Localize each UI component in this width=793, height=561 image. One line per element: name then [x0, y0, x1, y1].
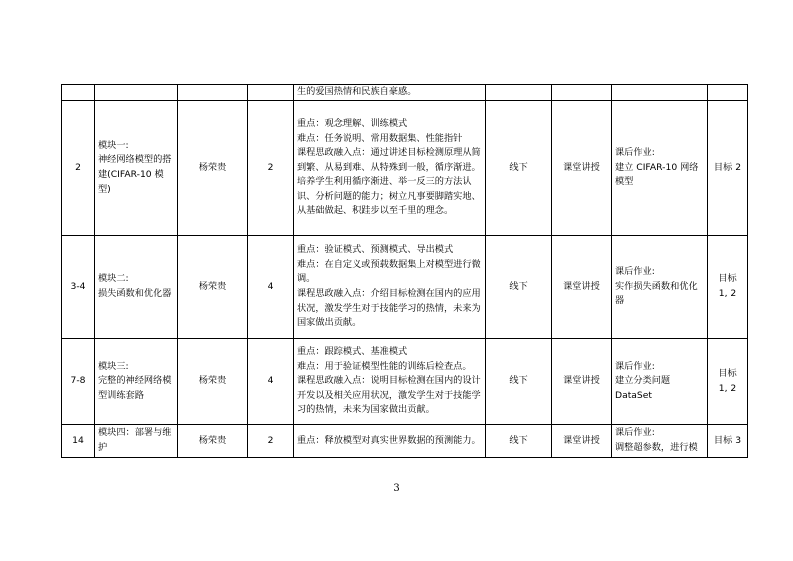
content-key-point: 重点：观念理解、训练模式 — [297, 117, 408, 129]
content-cell — [294, 236, 486, 339]
goal-cell: 目标 3 — [708, 425, 748, 458]
method-cell: 课堂讲授 — [552, 236, 612, 339]
teacher-cell: 杨荣贵 — [178, 101, 248, 236]
content-key-point: 重点：跟踪模式、基准模式 — [297, 346, 408, 358]
task-cell: 课后作业: 建立分类问题 DataSet — [615, 360, 671, 401]
method-cell: 课堂讲授 — [552, 425, 612, 458]
content-ideology: 课程思政融入点：介绍目标检测在国内的应用状况，激发学生对于技能学习的热情，未来为国家做出贡献。 — [297, 288, 481, 329]
week-cell: 7-8 — [62, 339, 95, 425]
content-key-point: 重点：释放模型对真实世界数据的预测能力。 — [297, 434, 481, 446]
syllabus-table — [61, 84, 748, 458]
method-cell: 课堂讲授 — [552, 339, 612, 425]
task-cell: 课后作业: 建立 CIFAR-10 网络模型 — [615, 147, 699, 188]
content-key-point: 重点：验证模式、预测模式、导出模式 — [297, 244, 454, 256]
hours-cell: 4 — [248, 339, 294, 425]
teacher-cell: 杨荣贵 — [178, 236, 248, 339]
week-cell: 14 — [62, 425, 95, 458]
teacher-cell: 杨荣贵 — [178, 425, 248, 458]
mode-cell: 线下 — [486, 339, 552, 425]
content-cell — [294, 425, 486, 458]
week-cell: 3-4 — [62, 236, 95, 339]
continuation-content: 生的爱国热情和民族自豪感。 — [294, 85, 486, 101]
hours-cell: 2 — [248, 101, 294, 236]
goal-cell: 目标 2 — [708, 101, 748, 236]
module-cell: 模块四：部署与维护 — [98, 427, 172, 453]
method-cell: 课堂讲授 — [552, 101, 612, 236]
table-row — [62, 339, 748, 425]
mode-cell: 线下 — [486, 236, 552, 339]
task-cell: 课后作业: 调整超参数，进行模 — [615, 427, 698, 453]
hours-cell: 4 — [248, 236, 294, 339]
task-cell: 课后作业: 实作损失函数和优化器 — [615, 266, 698, 307]
hours-cell: 2 — [248, 425, 294, 458]
mode-cell: 线下 — [486, 101, 552, 236]
content-difficulty: 难点：在自定义或预载数据集上对模型进行微调。 — [297, 258, 481, 285]
mode-cell: 线下 — [486, 425, 552, 458]
table-row — [62, 425, 748, 458]
content-cell — [294, 101, 486, 236]
goal-cell: 目标 1, 2 — [718, 273, 737, 299]
continuation-row — [62, 85, 748, 101]
module-cell: 模块三: 完整的神经网络模型训练套路 — [98, 360, 172, 401]
content-difficulty: 难点：任务说明、常用数据集、性能指针 — [297, 132, 463, 144]
page-number: 3 — [393, 483, 400, 494]
table-row — [62, 101, 748, 236]
module-cell: 模块一: 神经网络模型的搭建(CIFAR-10 模型) — [98, 139, 172, 195]
content-ideology: 课程思政融入点：通过讲述目标检测原理从简到繁、从易到难、从特殊到一般，循序渐进。培养学生利用循序渐进、举一反三的方法认识、分析问题的能力；树立凡事要脚踏实地、从基础做起、积跬步以至千里的理念。 — [297, 147, 481, 217]
content-difficulty: 难点：用于验证模型性能的训练后检查点。 — [297, 360, 472, 372]
content-cell — [294, 339, 486, 425]
week-cell: 2 — [62, 101, 95, 236]
table-row — [62, 236, 748, 339]
teacher-cell: 杨荣贵 — [178, 339, 248, 425]
goal-cell: 目标 1, 2 — [718, 367, 737, 394]
module-cell: 模块二: 损失函数和优化器 — [98, 273, 172, 299]
content-ideology: 课程思政融入点：说明目标检测在国内的设计开发以及相关应用状况，激发学生对于技能学习的热情，未来为国家做出贡献。 — [297, 375, 481, 416]
